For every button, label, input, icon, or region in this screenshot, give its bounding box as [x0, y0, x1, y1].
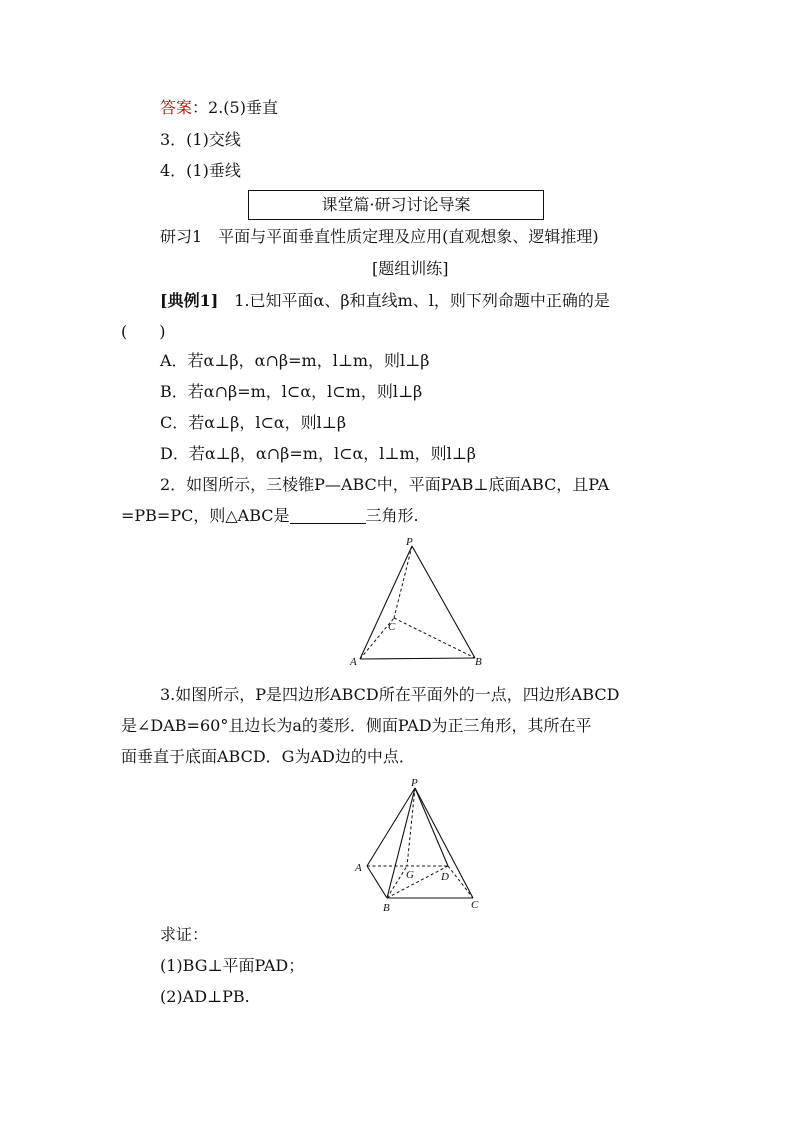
q3-line2: 是∠DAB=60°且边长为a的菱形．侧面PAD为正三角形，其所在平	[121, 716, 592, 735]
q3-line1: 3.如图所示，P是四边形ABCD所在平面外的一点，四边形ABCD	[160, 685, 620, 704]
fig1-label-a: A	[350, 656, 357, 668]
prove-item-1: (1)BG⊥平面PAD；	[160, 956, 305, 975]
study-subtitle: [题组训练]	[372, 259, 449, 278]
fig1-label-p: P	[406, 536, 413, 548]
fig2-label-d: D	[441, 871, 449, 883]
section-title-box: 课堂篇·研习讨论导案	[248, 190, 544, 220]
fig1-label-c: C	[388, 621, 396, 633]
q1-bracket: ( )	[121, 322, 166, 341]
example-tag: [典例1]	[160, 291, 219, 310]
fig2-label-g: G	[406, 869, 414, 881]
option-d: D．若α⊥β，α∩β=m，l⊂α，l⊥m，则l⊥β	[160, 444, 477, 463]
q1-text: 1.已知平面α、β和直线m、l，则下列命题中正确的是	[218, 291, 610, 310]
prove-item-2: (2)AD⊥PB.	[160, 987, 250, 1006]
figure-pyramid-pabc	[342, 536, 492, 671]
figure-pyramid-pabcd	[345, 774, 490, 914]
q2-line2-a: =PB=PC，则△ABC是	[121, 506, 290, 525]
fig2-label-a: A	[355, 862, 362, 874]
option-c: C．若α⊥β，l⊂α，则l⊥β	[160, 413, 347, 432]
q3-line3: 面垂直于底面ABCD．G为AD边的中点．	[121, 747, 415, 766]
fig2-label-c: C	[471, 899, 479, 911]
q2-line2	[121, 506, 419, 526]
fig2-label-p: P	[411, 777, 418, 789]
q2-line1: 2．如图所示，三棱锥P—ABC中，平面PAB⊥底面ABC，且PA	[160, 475, 610, 494]
fig1-label-b: B	[475, 656, 482, 668]
answer-label: 答案	[160, 98, 193, 117]
answer-line-3: 3．(1)交线	[160, 130, 241, 149]
option-b: B．若α∩β=m，l⊂α，l⊂m，则l⊥β	[160, 382, 423, 401]
q2-line2-b: 三角形.	[365, 506, 419, 525]
answer-blank[interactable]	[290, 507, 366, 524]
answer-line-4: 4．(1)垂线	[160, 161, 241, 180]
answer-text: ：2.(5)垂直	[192, 98, 278, 117]
option-a: A．若α⊥β，α∩β=m，l⊥m，则l⊥β	[160, 351, 430, 370]
prove-label: 求证：	[160, 925, 209, 944]
study-title: 研习1 平面与平面垂直性质定理及应用(直观想象、逻辑推理)	[160, 227, 599, 246]
answer-line	[160, 98, 278, 118]
fig2-label-b: B	[383, 902, 390, 914]
example-q1	[160, 291, 610, 311]
